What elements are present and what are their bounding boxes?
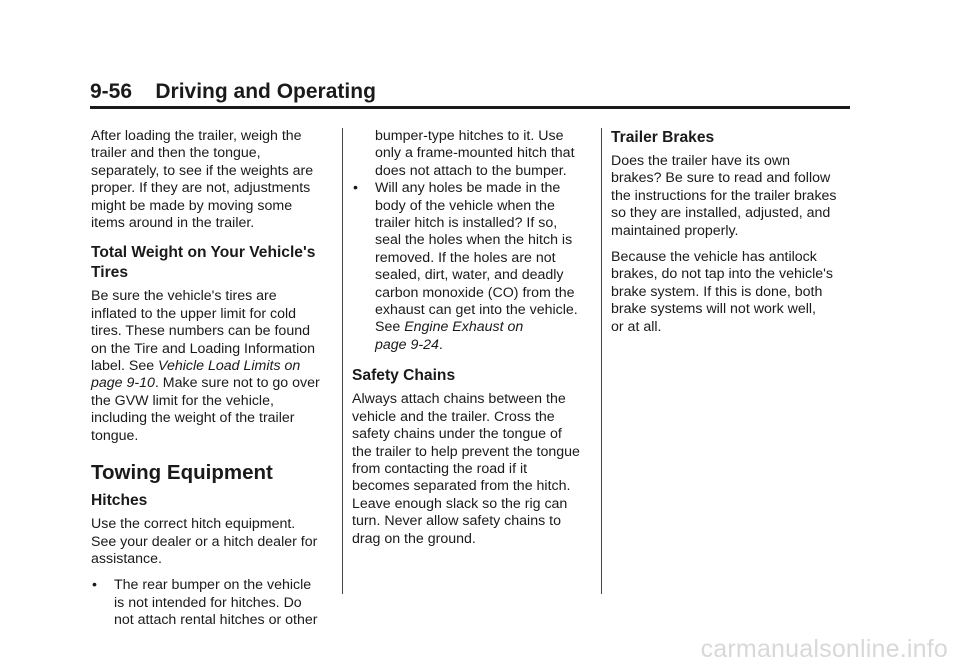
column-3 xyxy=(611,128,861,336)
intro-paragraph: After loading the trailer, weigh the trailer and then the tongue, separately, to see if the weights are proper. If they are not, adjustments might be made by moving some items around in the trailer. xyxy=(91,128,314,232)
trailer-brakes-paragraph-1: Does the trailer have its own brakes? Be sure to read and follow the instructions for the trailer brakes so they are installed, adjusted, and maintained properly. xyxy=(611,153,837,239)
column-2 xyxy=(352,128,592,548)
column-1 xyxy=(91,128,343,630)
bullet-rear-bumper-continued: bumper-type hitches to it. Use only a frame-mounted hitch that does not attach to the bumper. xyxy=(375,128,575,179)
heading-hitches: Hitches xyxy=(91,492,148,510)
section-title: Driving and Operating xyxy=(155,80,376,103)
link-engine-exhaust[interactable]: Engine Exhaust on xyxy=(404,319,524,336)
bullet-dot: • xyxy=(353,180,358,197)
safety-chains-paragraph: Always attach chains between the vehicle and the trailer. Cross the safety chains under the tongue of the trailer to help prevent the tongue from contacting the road if it becomes separated from the hitch. Leave enough slack so the rig can turn. Never allow safety chains to drag on the ground. xyxy=(352,391,580,547)
bullet-dot: • xyxy=(92,577,97,594)
tires-paragraph: Be sure the vehicle's tires are inflated to the upper limit for cold tires. These numbers can be found on the Tire and Loading Information label. See Vehicle Load Limits on page 9-10. Make sure not to go over the GVW limit for the vehicle, including the weight of the trailer tongue. xyxy=(91,288,320,444)
heading-trailer-brakes: Trailer Brakes xyxy=(611,129,715,146)
link-page-9-10[interactable]: page 9-10 xyxy=(91,375,155,392)
hitches-paragraph: Use the correct hitch equipment. See your dealer or a hitch dealer for assistance. xyxy=(91,516,318,567)
page-number: 9-56 xyxy=(90,80,133,103)
bullet-rear-bumper: • The rear bumper on the vehicle is not intended for hitches. Do not attach rental hitches or other xyxy=(92,577,318,629)
header-title xyxy=(90,79,850,105)
page-header xyxy=(90,79,850,109)
heading-total-weight: Total Weight on Your Vehicle's Tires xyxy=(91,244,316,282)
link-vehicle-load-limits[interactable]: Vehicle Load Limits on xyxy=(158,358,301,375)
link-page-9-24[interactable]: page 9-24 xyxy=(375,336,439,353)
trailer-brakes-paragraph-2: Because the vehicle has antilock brakes, do not tap into the vehicle's brake system. If this is done, both brake systems will not work well, or at all. xyxy=(611,249,833,335)
bullet-holes: • Will any holes be made in the body of the vehicle when the trailer hitch is installed? If so, seal the holes when the hitch is removed. If the holes are not sealed, dirt, water, and deadly carbon monoxide (CO) from the exhaust can get into the vehicle. See Engine Exhaust on page 9-24. xyxy=(353,180,578,353)
heading-safety-chains: Safety Chains xyxy=(352,367,456,385)
header-rule xyxy=(90,106,850,109)
column-divider-2 xyxy=(601,128,602,594)
watermark: carmanualsonline.info xyxy=(700,635,948,663)
heading-towing-equipment: Towing Equipment xyxy=(91,461,273,485)
